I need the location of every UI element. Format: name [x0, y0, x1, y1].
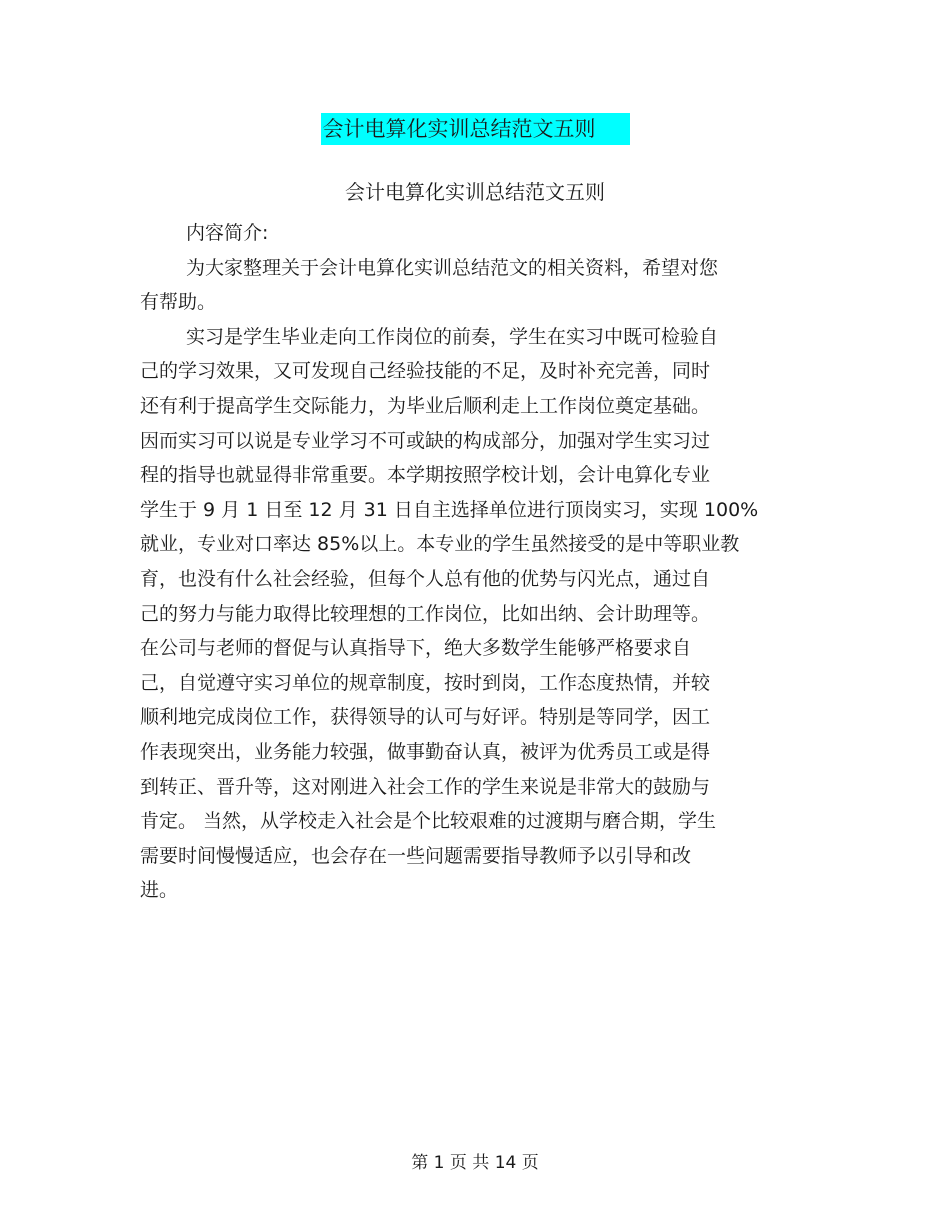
body-line: 实习是学生毕业走向工作岗位的前奏，学生在实习中既可检验自 [186, 325, 719, 348]
body-line: 进。 [140, 879, 179, 902]
body-line: 顺利地完成岗位工作，获得领导的认可与好评。特别是等同学，因工 [140, 706, 711, 729]
body-line: 作表现突出，业务能力较强，做事勤奋认真，被评为优秀员工或是得 [140, 740, 711, 763]
document-subtitle: 会计电算化实训总结范文五则 [345, 180, 605, 204]
body-line: 在公司与老师的督促与认真指导下，绝大多数学生能够严格要求自 [140, 637, 692, 660]
body-line: 需要时间慢慢适应，也会存在一些问题需要指导教师予以引导和改 [140, 844, 692, 867]
body-line: 育，也没有什么社会经验，但每个人总有他的优势与闪光点，通过自 [140, 567, 711, 590]
body-line: 因而实习可以说是专业学习不可或缺的构成部分，加强对学生实习过 [140, 429, 711, 452]
body-line: 有帮助。 [140, 291, 217, 314]
body-line: 为大家整理关于会计电算化实训总结范文的相关资料，希望对您 [186, 256, 719, 279]
body-line: 己，自觉遵守实习单位的规章制度，按时到岗，工作态度热情，并较 [140, 671, 711, 694]
document-body [140, 216, 820, 908]
body-line: 肯定。 当然，从学校走入社会是个比较艰难的过渡期与磨合期，学生 [140, 810, 717, 833]
body-line: 还有利于提高学生交际能力，为毕业后顺利走上工作岗位奠定基础。 [140, 394, 711, 417]
body-line: 到转正、晋升等，这对刚进入社会工作的学生来说是非常大的鼓励与 [140, 775, 711, 798]
body-line: 程的指导也就显得非常重要。本学期按照学校计划，会计电算化专业 [140, 464, 711, 487]
title-container [0, 113, 950, 145]
body-line: 己的努力与能力取得比较理想的工作岗位，比如出纳、会计助理等。 [140, 602, 711, 625]
page-footer: 第 1 页 共 14 页 [411, 1153, 539, 1173]
body-line: 就业，专业对口率达 85%以上。本专业的学生虽然接受的是中等职业教 [140, 533, 740, 556]
body-line: 内容简介: [186, 222, 269, 244]
body-line: 己的学习效果，又可发现自己经验技能的不足，及时补充完善，同时 [140, 360, 711, 383]
document-title: 会计电算化实训总结范文五则 [321, 113, 630, 145]
body-line: 学生于 9 月 1 日至 12 月 31 日自主选择单位进行顶岗实习，实现 100% [140, 498, 759, 521]
